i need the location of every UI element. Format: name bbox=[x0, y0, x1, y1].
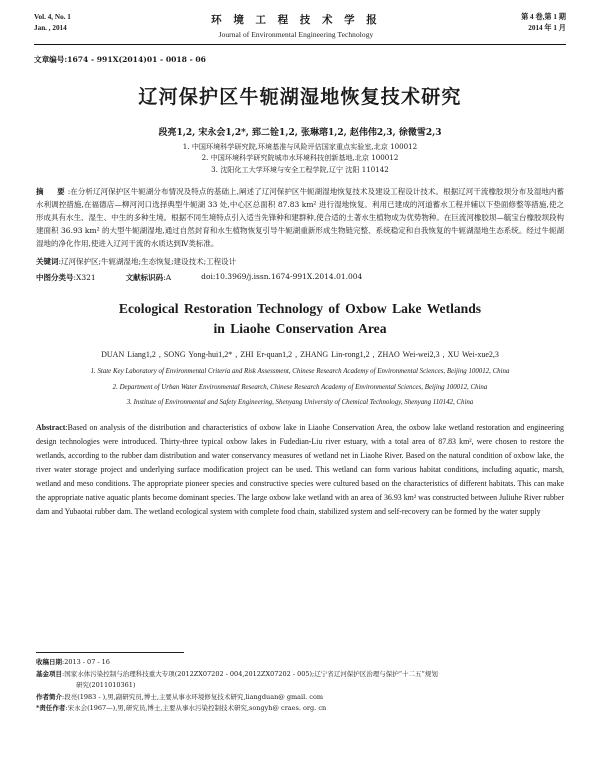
classification-row bbox=[36, 272, 564, 283]
footnote-author-bio bbox=[36, 692, 566, 704]
affiliation-cn-2: 2. 中国环境科学研究院城市水环境科技创新基地,北京 100012 bbox=[201, 153, 399, 163]
footnote-corresponding-author bbox=[36, 703, 566, 715]
header-divider bbox=[34, 44, 566, 45]
fund-value: :国家水体污染控制与治理科技重大专项(2012ZX07202 - 004,2012ZX07202 - 005);辽宁省辽河保护区治理与保护“十二五”规划 bbox=[62, 669, 438, 678]
article-number-label: 文章编号 bbox=[34, 54, 65, 64]
running-head-left bbox=[34, 12, 71, 34]
running-head-right bbox=[521, 12, 566, 34]
page-title-en-line2: in Liaohe Conservation Area bbox=[213, 320, 387, 336]
keywords-cn-text: :辽河保护区;牛轭湖湿地;生态恢复;建设技术;工程设计 bbox=[58, 256, 237, 266]
affiliations-en bbox=[34, 366, 566, 409]
volume-issue-cn: 第 4 卷,第 1 期 bbox=[521, 13, 566, 21]
fund-label: 基金项目 bbox=[36, 669, 62, 678]
keywords-cn-label: 关键词 bbox=[36, 256, 59, 266]
abstract-cn bbox=[36, 186, 564, 250]
affiliation-cn-1: 1. 中国环境科学研究院,环境基准与风险评估国家重点实验室,北京 100012 bbox=[182, 141, 418, 151]
clc-number bbox=[36, 272, 96, 283]
article-number-value: :1674 - 991X(2014)01 - 0018 - 06 bbox=[64, 54, 206, 64]
journal-title-en: Journal of Environmental Engineering Technology bbox=[218, 30, 374, 40]
doi-value: doi:10.3969/j.issn.1674-991X.2014.01.004 bbox=[201, 272, 363, 282]
date-en: Jan. , 2014 bbox=[34, 24, 67, 33]
footnote-divider bbox=[36, 652, 184, 653]
received-value: :2013 - 07 - 16 bbox=[62, 658, 110, 666]
abstract-en bbox=[36, 421, 564, 519]
corresponding-value: :宋永会(1967—),男,研究员,博士,主要从事水污染控制技术研究,songyh@ craes. org. cn bbox=[65, 704, 327, 713]
received-label: 收稿日期 bbox=[36, 658, 62, 666]
running-head-center bbox=[71, 12, 521, 41]
affiliations-cn bbox=[0, 141, 600, 175]
date-cn: 2014 年 1 月 bbox=[528, 24, 566, 33]
authors-en: DUAN Liang1,2 , SONG Yong-hui1,2* , ZHI Er-quan1,2 , ZHANG Lin-rong1,2 , ZHAO Wei-wei2,3 , XU Wei-xue2,3 bbox=[101, 349, 499, 359]
authors-cn: 段亮1,2, 宋永会1,2*, 郅二铨1,2, 张琳瑢1,2, 赵伟伟2,3, 徐微雪2,3 bbox=[158, 127, 442, 138]
running-head bbox=[0, 0, 600, 41]
footnote-received bbox=[36, 657, 566, 669]
abstract-en-text: :Based on analysis of the distribution and characteristics of oxbow lake in Liaohe Conservation Area, the oxbow lake wetland restoration and engineering design technologies were introduced. Thirty-three typical oxbow lakes in Fudedian-Liu river estuary, with a total area of 87.83 km², were chosen to restore the wetlands, according to the rubber dam distribution and water conservancy measures of wetland net in Liaohe River. Based on the natural condition of oxbow lake, the river water storage project and underlying surface modification project can be used. This wetland can form various habitat conditions, including aquatic, marsh, wetland and meso conditions. The appropriate pioneer species and constructive species were cultured based on the characteristics of different habitats. This can make the appropriate native aquatic plants become dominant species. The large oxbow lake wetland with an area of 36.93 km² was constructed between Juliuhe River rubber dam and Yubaotai rubber dam. The wetland ecological system with complete food chain, stabilized system and self-recovery can be formed by the water supply bbox=[36, 422, 564, 517]
journal-title-cn: 环 境 工 程 技 术 学 报 bbox=[211, 14, 381, 26]
footnotes bbox=[36, 657, 566, 715]
affiliation-cn-3: 3. 沈阳化工大学环境与安全工程学院,辽宁 沈阳 110142 bbox=[211, 164, 389, 174]
clc-value: :X321 bbox=[73, 273, 96, 283]
document-code bbox=[126, 272, 171, 283]
abstract-en-label: Abstract bbox=[36, 422, 66, 432]
page-title-cn: 辽河保护区牛轭湖湿地恢复技术研究 bbox=[138, 85, 462, 108]
document-code-label: 文献标识码 bbox=[125, 273, 164, 283]
document-code-value: :A bbox=[163, 273, 172, 283]
footnote-fund-cont: 研究(2011010361) bbox=[76, 681, 136, 690]
corresponding-label: *责任作者 bbox=[36, 704, 66, 713]
page-title-en bbox=[52, 299, 548, 338]
keywords-cn bbox=[36, 256, 564, 269]
clc-label: 中图分类号 bbox=[36, 273, 74, 283]
volume-issue-en: Vol. 4, No. 1 bbox=[34, 13, 71, 21]
footnote-fund bbox=[36, 669, 566, 681]
affiliation-en-1: 1. State Key Laboratory of Environmental Criteria and Risk Assessment, Chinese Research Academy of Environmental Sciences, Beijing 100012, China bbox=[90, 367, 510, 375]
abstract-cn-text: :在分析辽河保护区牛轭湖分布情况及特点的基础上,阐述了辽河保护区牛轭湖湿地恢复技术及建设工程设计技术。根据辽河干流橡胶坝分布及湿地内蓄水利调控措施,在福德店—柳河河口选择典型牛轭湖 33 处,中心区总面积 87.83 km² 进行湿地恢复。利用已建成的河道蓄水工程并辅以下垫面修整等措施,使之形成具有水生、湿生、中生的多种生境。根据不同生境特点引入适当先锋种和建群种,使合适的土著水生植物成为优势物种。在巨流河橡胶坝—毓宝台橡胶坝段构建面积 36.93 km² 的大型牛轭湖湿地,通过自然封育和水生植物恢复引导牛轭湖重新形成生物链完整、系统稳定和自我恢复的牛轭湖湿地生态系统。经过牛轭湖湿地的净化作用,使进入辽河干流的水质达到Ⅳ类标准。 bbox=[36, 187, 564, 248]
author-bio-value: :段亮(1983 - ),男,副研究员,博士,主要从事水环境修复技术研究,liangduan@ gmail. com bbox=[62, 692, 324, 701]
affiliation-en-2: 2. Department of Urban Water Environmental Research, Chinese Research Academy of Environmental Sciences, Beijing 100012, China bbox=[112, 383, 488, 391]
abstract-cn-label: 摘 要 bbox=[36, 187, 68, 197]
article-number bbox=[34, 54, 566, 65]
page-title-en-line1: Ecological Restoration Technology of Oxbow Lake Wetlands bbox=[118, 301, 482, 317]
affiliation-en-3: 3. Institute of Environmental and Safety Engineering, Shenyang University of Chemical Technology, Shenyang 110142, China bbox=[126, 399, 474, 407]
author-bio-label: 作者简介 bbox=[36, 692, 62, 701]
